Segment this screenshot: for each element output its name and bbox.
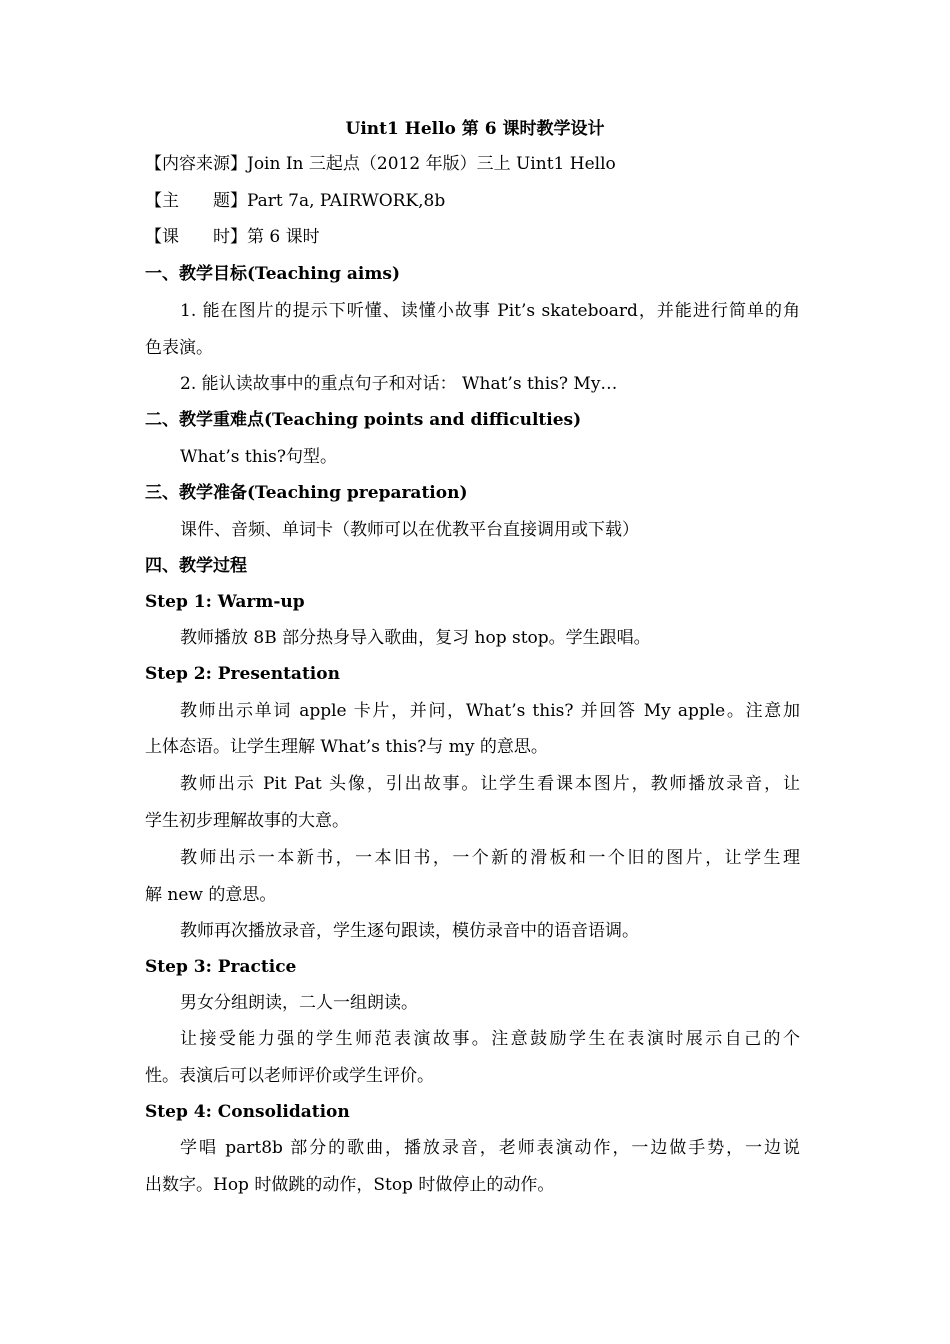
step2-paragraph-1-line-1: 教师出示单词 apple 卡片，并问，What’s this? 并回答 My apple。注意加 (180, 701, 800, 721)
step3-paragraph-2-line-1: 让接受能力强的学生师范表演故事。注意鼓励学生在表演时展示自己的个 (180, 1029, 800, 1049)
step2-paragraph-1-line-2: 上体态语。让学生理解 What’s this?与 my 的意思。 (145, 737, 548, 757)
step2-paragraph-3-line-1: 教师出示一本新书，一本旧书，一个新的滑板和一个旧的图片，让学生理 (180, 848, 800, 868)
step2-paragraph-2-line-2: 学生初步理解故事的大意。 (145, 811, 349, 831)
aims-heading: 一、教学目标(Teaching aims) (145, 264, 400, 284)
aims-item-1-line-1: 1. 能在图片的提示下听懂、读懂小故事 Pit’s skateboard，并能进行简单的角 (180, 301, 800, 321)
step2-paragraph-2-line-1: 教师出示 Pit Pat 头像，引出故事。让学生看课本图片，教师播放录音，让 (180, 774, 800, 794)
step1-heading: Step 1: Warm-up (145, 592, 305, 612)
meta-source: 【内容来源】Join In 三起点（2012 年版）三上 Uint1 Hello (145, 154, 616, 174)
page-title: Uint1 Hello 第 6 课时教学设计 (345, 119, 605, 139)
step4-paragraph-line-2: 出数字。Hop 时做跳的动作，Stop 时做停止的动作。 (145, 1175, 555, 1195)
aims-item-2: 2. 能认读故事中的重点句子和对话： What’s this? My… (180, 374, 618, 394)
step2-paragraph-3-line-2: 解 new 的意思。 (145, 885, 277, 905)
points-heading: 二、教学重难点(Teaching points and difficulties) (145, 410, 582, 430)
step3-paragraph-1: 男女分组朗读，二人一组朗读。 (180, 993, 418, 1013)
step2-heading: Step 2: Presentation (145, 664, 340, 684)
step3-heading: Step 3: Practice (145, 957, 297, 977)
step3-paragraph-2-line-2: 性。表演后可以老师评价或学生评价。 (145, 1066, 434, 1086)
aims-item-1-line-2: 色表演。 (145, 338, 213, 358)
meta-topic: 【主 题】Part 7a, PAIRWORK,8b (145, 191, 446, 211)
prep-text: 课件、音频、单词卡（教师可以在优教平台直接调用或下载） (180, 520, 639, 540)
step1-paragraph: 教师播放 8B 部分热身导入歌曲，复习 hop stop。学生跟唱。 (180, 628, 651, 648)
points-text: What’s this?句型。 (180, 447, 337, 467)
step4-paragraph-line-1: 学唱 part8b 部分的歌曲，播放录音，老师表演动作，一边做手势，一边说 (180, 1138, 800, 1158)
step2-paragraph-4: 教师再次播放录音，学生逐句跟读，模仿录音中的语音语调。 (180, 921, 639, 941)
process-heading: 四、教学过程 (145, 556, 247, 576)
step4-heading: Step 4: Consolidation (145, 1102, 350, 1122)
prep-heading: 三、教学准备(Teaching preparation) (145, 483, 468, 503)
meta-lesson: 【课 时】第 6 课时 (145, 227, 320, 247)
